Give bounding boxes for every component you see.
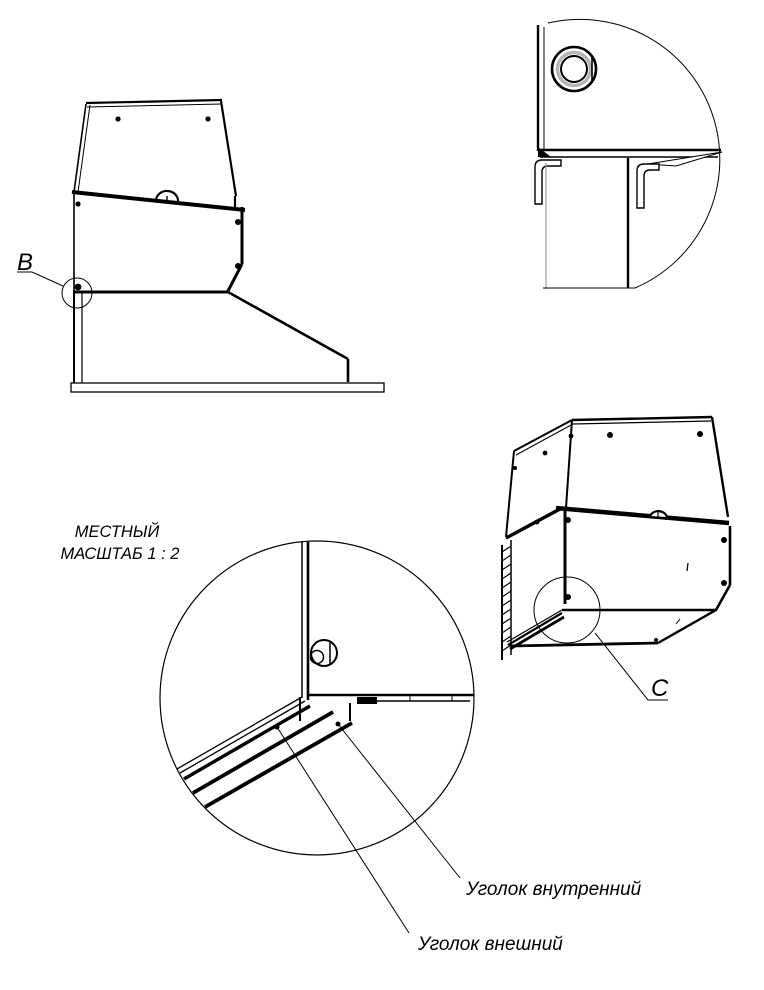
base-plate [71,383,384,392]
roof-top-edge [572,417,712,420]
louver-line [502,591,511,597]
grommet-outer [311,640,337,666]
shroud-slope [228,292,348,359]
louver-line [502,627,511,633]
local-detail-view [61,522,642,955]
scale-note-line1: МЕСТНЫЙ [74,523,160,541]
side-view [17,100,384,392]
rivet-dot [569,434,574,439]
roof-front-left-edge [566,420,572,508]
hanger-hook-left [535,160,561,204]
outer-angle-callout: Уголок внешний [418,934,563,955]
roof-top-edge-inner [573,421,711,424]
inner-angle-rail [205,723,352,807]
rivet-dot [697,431,703,437]
louver-line [502,573,511,579]
rivet-dot [205,116,210,121]
scale-note-line2: МАСШТАБ 1 : 2 [60,545,180,563]
louver-line [502,618,511,624]
panel-tick-mark [676,619,680,624]
bottom-chamfer-edge [658,610,716,643]
louver-line [502,564,511,570]
grommet-ring-group [558,53,591,86]
louver-line [502,555,511,561]
middle-band-front [556,508,729,523]
rivet-dot [607,432,613,438]
outer-angle-rail [184,706,310,779]
bracket-section-solid [357,697,377,704]
rivet-dot [543,451,548,456]
rivet-dot [535,520,540,525]
louver-line [502,609,511,615]
middle-band-side [506,509,560,538]
roof-ridge [514,420,572,451]
grommet-inner [561,56,587,82]
top-cover-top-edge-inner [87,104,221,107]
rivet-dot [115,116,120,121]
roof-side-left-edge [506,451,514,537]
rivet-dot [75,284,82,291]
inner-angle-leader [338,724,460,878]
rivet-dot [513,466,517,470]
rivet-dot [75,201,80,206]
bottom-near-edge [511,643,658,646]
roof-ridge-inner [516,424,573,455]
corner-detail-view [535,19,722,289]
rivet-dot [654,638,658,642]
rail-edge-thin [177,697,302,769]
louver-line [502,582,511,588]
rivet-dot [565,517,571,523]
detail-b-label: В [17,249,34,276]
louver-line [502,600,511,606]
louver-line [502,546,511,552]
grommet-ring [558,53,591,86]
rivet-dot [565,594,571,600]
panel-tick-mark [687,563,688,571]
rivet-dot [721,580,727,586]
top-cover-top-edge [86,100,222,103]
outer-angle-leader [277,727,409,933]
isometric-view [502,417,730,702]
rivet-dot [235,263,241,269]
hanger-hook-right [637,164,659,208]
front-panel-chamfer [716,585,730,610]
rivet-dot [721,537,727,543]
rivet-dot [235,219,241,225]
detail-boundary-arc [548,19,720,288]
roof-right-edge [712,417,728,517]
louver-hatch [502,546,511,651]
detail-c-label: С [651,675,669,702]
top-cover-right-edge [221,101,236,196]
inner-angle-callout: Уголок внутренний [466,879,642,900]
